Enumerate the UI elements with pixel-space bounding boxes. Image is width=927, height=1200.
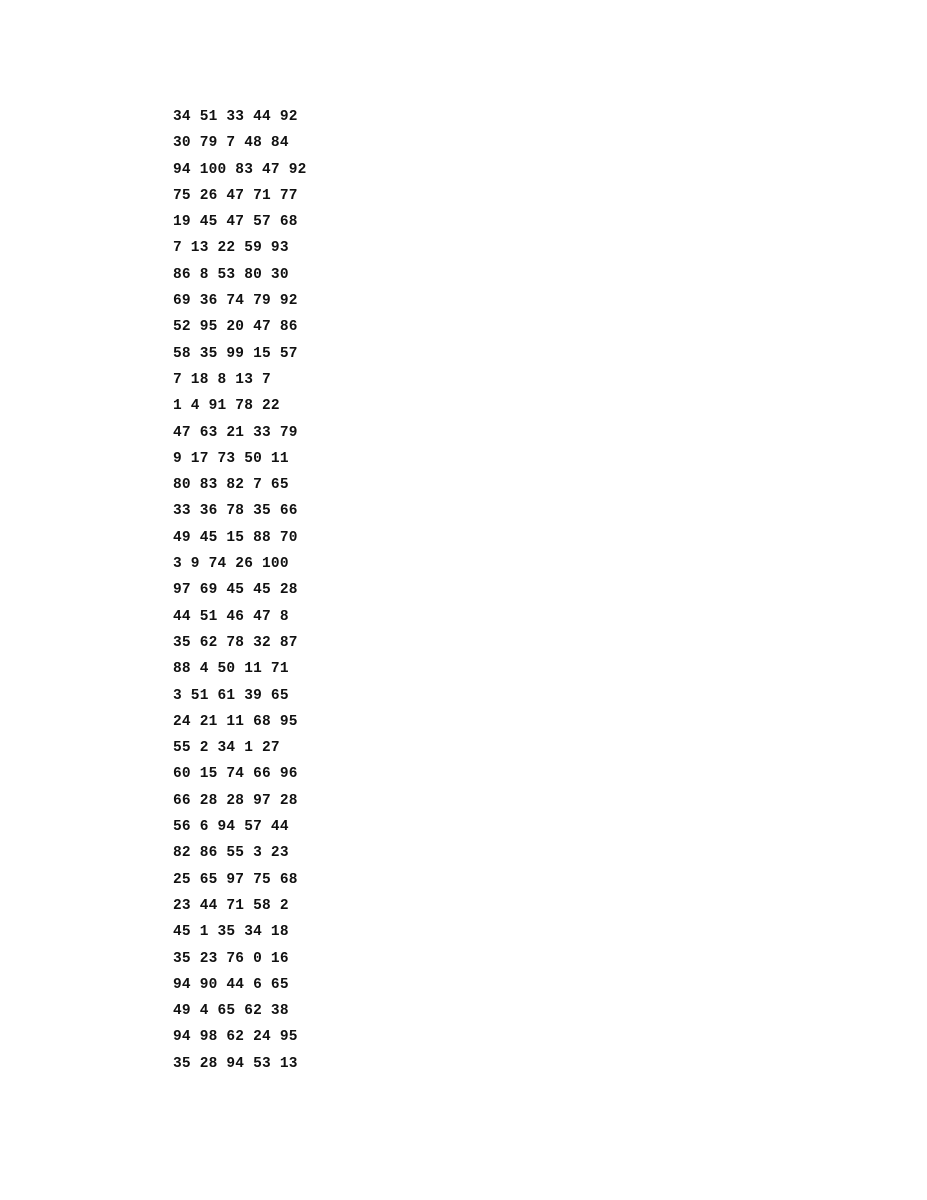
number-line: 34 51 33 44 92	[173, 109, 298, 125]
number-line: 9 17 73 50 11	[173, 450, 289, 467]
number-line: 69 36 74 79 92	[173, 293, 298, 310]
number-line: 25 65 97 75 68	[173, 871, 298, 888]
number-line: 49 45 15 88 70	[173, 529, 298, 546]
number-line: 30 79 7 48 84	[173, 135, 289, 152]
number-line: 88 4 50 11 71	[173, 661, 289, 678]
number-line: 75 26 47 71 77	[173, 187, 298, 204]
number-line: 94 100 83 47 92	[173, 161, 307, 178]
number-line: 35 23 76 0 16	[173, 950, 289, 967]
number-line: 44 51 46 47 8	[173, 608, 289, 625]
number-line: 60 15 74 66 96	[173, 766, 298, 783]
number-line: 94 98 62 24 95	[173, 1029, 298, 1046]
number-line: 47 63 21 33 79	[173, 424, 298, 441]
number-line: 3 9 74 26 100	[173, 556, 289, 573]
number-line: 58 35 99 15 57	[173, 345, 298, 362]
number-line: 56 6 94 57 44	[173, 819, 289, 836]
number-line: 35 62 78 32 87	[173, 634, 298, 651]
number-line: 19 45 47 57 68	[173, 214, 298, 231]
number-line: 7 13 22 59 93	[173, 240, 289, 257]
number-lines-list	[173, 107, 307, 1080]
number-line: 80 83 82 7 65	[173, 477, 289, 494]
number-line: 86 8 53 80 30	[173, 266, 289, 283]
number-line: 35 28 94 53 13	[173, 1055, 298, 1072]
number-line: 23 44 71 58 2	[173, 897, 289, 914]
number-line: 49 4 65 62 38	[173, 1003, 289, 1020]
number-line: 55 2 34 1 27	[173, 740, 280, 757]
number-line: 94 90 44 6 65	[173, 976, 289, 993]
number-line: 7 18 8 13 7	[173, 371, 271, 388]
number-line: 82 86 55 3 23	[173, 845, 289, 862]
number-line: 97 69 45 45 28	[173, 582, 298, 599]
number-line: 24 21 11 68 95	[173, 713, 298, 730]
number-line: 66 28 28 97 28	[173, 792, 298, 809]
number-line: 3 51 61 39 65	[173, 687, 289, 704]
number-line: 1 4 91 78 22	[173, 398, 280, 415]
number-line: 33 36 78 35 66	[173, 503, 298, 520]
number-line: 45 1 35 34 18	[173, 924, 289, 941]
number-line: 52 95 20 47 86	[173, 319, 298, 336]
